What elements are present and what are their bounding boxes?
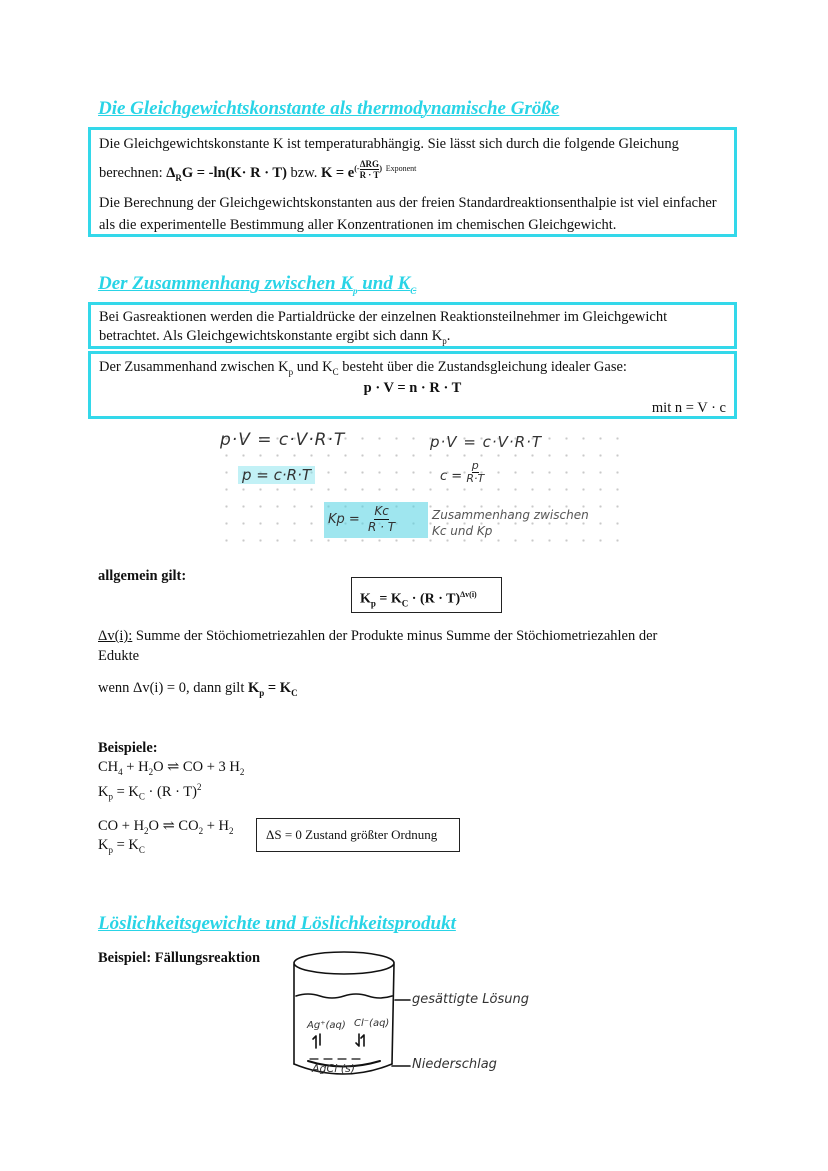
hw-eq1-right: p·V = c·V·R·T: [430, 433, 543, 451]
eq-k: K = e: [321, 165, 355, 181]
eq-delta-g: $\Delta_RG = -\ln(K\cdot R \cdot T)$: [166, 165, 287, 183]
section1-line1: Die Gleichgewichtskonstante K ist temperaturabhängig. Sie lässt sich durch die folgende Gleichung: [99, 136, 679, 152]
example-precipitation-label: Beispiel: Fällungsreaktion: [98, 950, 261, 966]
section3-heading: Löslichkeitsgewichte und Löslichkeitsprodukt: [98, 913, 456, 934]
section1-box: [88, 127, 737, 237]
section2-box2: [88, 351, 737, 419]
label-precipitate: Niederschlag: [412, 1057, 497, 1072]
exponent-label: Exponent: [385, 164, 417, 173]
box1-line2: betrachtet. Als Gleichgewichtskonstante ergibt sich dann $K_p$.: [99, 328, 451, 346]
example2-kp: $K_p = K_C$: [98, 837, 145, 855]
grid-paper: [218, 430, 622, 548]
ion-chloride-label: Cl⁻(aq): [354, 1018, 390, 1029]
hw-eq2-left: p = c·R·T: [238, 466, 315, 484]
exponent-expression: (- ΔRG R · T ): [354, 158, 383, 180]
box1-line1: Bei Gasreaktionen werden die Partialdrücke der einzelnen Reaktionsteilnehmer im Gleichgewicht: [99, 309, 668, 325]
examples-heading: Beispiele:: [98, 740, 158, 756]
dv-zero-condition: wenn Δv(i) = 0, dann gilt $K_p = K_C$: [98, 680, 298, 698]
ideal-gas-equation: p · V = n · R · T: [363, 380, 462, 396]
beaker-rim: [294, 952, 394, 974]
hw-note-line2: Kc und Kp: [432, 524, 493, 538]
dv-definition-line1: Δv(i): Summe der Stöchiometriezahlen der Produkte minus Summe der Stöchiometriezahlen der: [98, 628, 658, 644]
precipitate-label: AgCl (s): [312, 1062, 356, 1075]
ion-silver-label: Ag⁺(aq): [307, 1020, 346, 1031]
general-label: allgemein gilt:: [98, 568, 187, 584]
entropy-note: ΔS = 0 Zustand größter Ordnung: [266, 827, 438, 842]
liquid-surface: [296, 994, 392, 998]
section2-heading: Der Zusammenhang zwischen $K_p$ und $K_C$: [98, 273, 417, 296]
example1-kp: $K_p = K_C \cdot (R \cdot T)^2$: [98, 782, 202, 802]
entropy-note-box: [256, 818, 460, 852]
line2-prefix: berechnen:: [99, 165, 167, 181]
general-formula-box: [351, 577, 502, 613]
beaker-right-wall: [392, 964, 394, 1064]
section2-box1: [88, 302, 737, 349]
label-saturated-solution: gesättigte Lösung: [412, 992, 529, 1007]
general-formula: $K_p = K_C \cdot (R \cdot T)^{\Delta v(i)}$: [360, 590, 477, 609]
equilibrium-arrows-right: [356, 1034, 364, 1046]
equilibrium-arrows-left: [313, 1034, 320, 1048]
hw-note-line1: Zusammenhang zwischen: [432, 508, 589, 522]
hw-kp-equation: Kp = $\frac{Kc}{R \cdot T}$: [324, 502, 428, 538]
section1-para2: Die Berechnung der Gleichgewichtskonstanten aus der freien Standardreaktionsenthalpie ist viel einfacher als die experimentelle Bestimmung aller Konzentrationen im chemischen Gleichgewicht.: [99, 195, 717, 233]
box2-note: mit n = V · c: [651, 400, 726, 416]
bzw: bzw.: [286, 165, 321, 181]
dv-definition-line2: Edukte: [98, 648, 140, 664]
example2-reaction: CO + $H_2O$ ⇌ $CO_2 + H_2$: [98, 818, 234, 836]
section1-heading: Die Gleichgewichtskonstante als thermodynamische Größe: [98, 98, 560, 119]
hw-eq1-left: p·V = c·V·R·T: [220, 430, 346, 450]
hw-eq2-right: c = $\frac{p}{R\cdot T}$: [440, 459, 485, 485]
example1-reaction: $CH_4 + H_2O$ ⇌ CO + 3 $H_2$: [98, 759, 245, 777]
box2-line1: Der Zusammenhand zwischen $K_p$ und $K_C$ besteht über die Zustandsgleichung idealer Gase:: [99, 359, 627, 377]
section1-line2: [99, 158, 416, 189]
